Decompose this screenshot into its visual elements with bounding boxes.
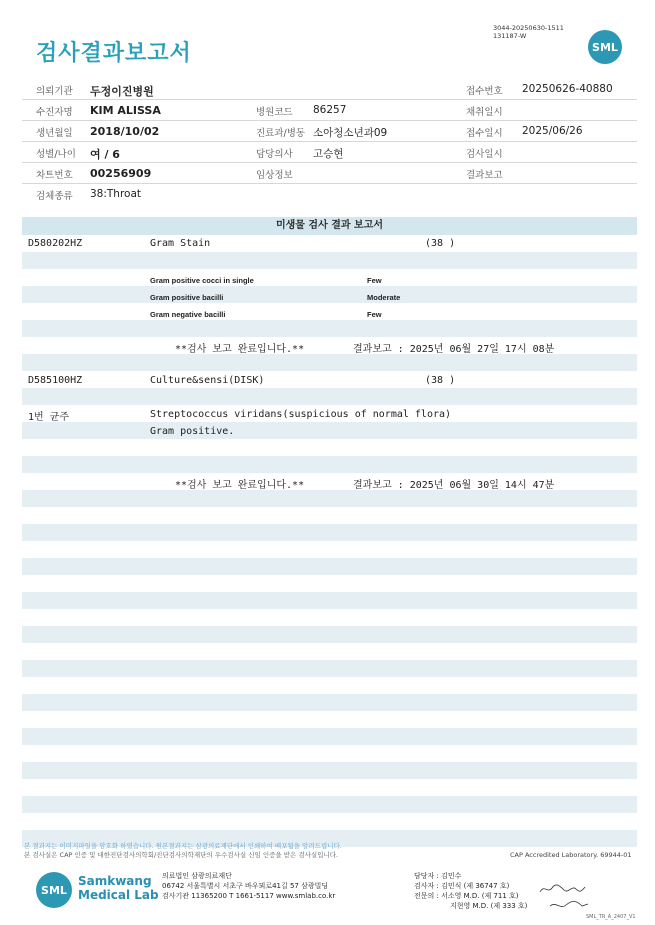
patient-label: 수진자명: [36, 107, 73, 118]
report-complete-2: **검사 보고 완료입니다.**: [175, 480, 305, 491]
gram-row-name: Gram positive bacilli: [150, 293, 224, 302]
page-title: 검사결과보고서: [36, 41, 192, 66]
chart-no-value: 00256909: [90, 167, 152, 180]
test1-name: Gram Stain: [150, 238, 211, 249]
doctor-label: 담당의사: [256, 149, 293, 160]
document-id-line1: 3044-20250630-1511: [493, 24, 564, 32]
isolate-note: Gram positive.: [150, 426, 235, 437]
patient-name: KIM ALISSA: [90, 104, 161, 117]
report-label: 결과보고: [466, 170, 503, 181]
info-row: [22, 121, 637, 142]
test1-code: D580202HZ: [28, 238, 83, 249]
footnote-line2: 본 검사실은 CAP 인증 및 대한진단검사의학회/진단검사의학재단의 우수검사실 신임 인증을 받은 검사실입니다.: [24, 851, 339, 859]
receipt-date-value: 2025/06/26: [522, 125, 583, 137]
info-row: [22, 142, 637, 163]
receipt-no-value: 20250626-40880: [522, 83, 613, 95]
clinical-label: 임상정보: [256, 170, 293, 181]
receipt-date-label: 접수일시: [466, 128, 503, 139]
form-code: SML_TR_A_2407_V1: [586, 914, 636, 920]
org-name: 의료법인 삼광의료재단: [162, 872, 232, 880]
birth-label: 생년월일: [36, 128, 73, 139]
patient-info-table: [22, 78, 637, 204]
info-row: [22, 78, 637, 100]
report-complete-1: **검사 보고 완료입니다.**: [175, 344, 305, 355]
test1-number: (38 ): [425, 238, 456, 249]
info-row: [22, 100, 637, 121]
collect-date-label: 채취일시: [466, 107, 503, 118]
hospital-code-label: 병원코드: [256, 107, 293, 118]
document-id-line2: 131187-W: [493, 32, 527, 40]
test2-name: Culture&sensi(DISK): [150, 375, 265, 386]
gram-row-result: Few: [367, 276, 382, 285]
document-id: [493, 24, 564, 40]
info-row: [22, 163, 637, 184]
signatories: [414, 871, 527, 911]
gram-row-result: Moderate: [367, 293, 401, 302]
report-body: [22, 235, 637, 847]
report-section-title: 미생물 검사 결과 보고서: [22, 217, 637, 235]
dept-value: 소아청소년과09: [313, 127, 388, 139]
isolate-name: Streptococcus viridans(suspicious of normal flora): [150, 409, 452, 420]
isolate-label: 1번 균주: [28, 412, 70, 423]
brand-line1: Samkwang: [78, 874, 152, 888]
gram-row-name: Gram positive cocci in single: [150, 276, 254, 285]
test-date-label: 검사일시: [466, 149, 503, 160]
birth-value: 2018/10/02: [90, 125, 160, 138]
sex-age-value: 여 / 6: [90, 148, 120, 161]
sex-age-label: 성별/나이: [36, 149, 76, 160]
institution-value: 두정이진병원: [90, 85, 154, 98]
receipt-no-label: 접수번호: [466, 86, 503, 97]
test2-code: D585100HZ: [28, 375, 83, 386]
report-time-2: 결과보고 : 2025년 06월 30일 14시 47분: [353, 480, 555, 491]
doctor-value: 고승현: [313, 148, 344, 160]
org-address: 06742 서울특별시 서초구 바우뫼로41길 57 삼광빌딩: [162, 882, 329, 890]
gram-row-name: Gram negative bacilli: [150, 310, 226, 319]
dept-label: 진료과/병동: [256, 128, 306, 139]
handwritten-signature: [538, 882, 586, 896]
signatory-specialist: 전문의 : 서소영 M.D. (제 711 호): [414, 892, 519, 900]
signatory-manager: 담당자 : 김민수: [414, 872, 462, 880]
signatory-tester: 검사자 : 김민식 (제 36747 호): [414, 882, 510, 890]
cap-accreditation: CAP Accredited Laboratory. 69944-01: [510, 851, 632, 859]
organization-info: [162, 871, 335, 901]
report-header-band: [22, 217, 637, 235]
institution-label: 의뢰기관: [36, 86, 73, 97]
handwritten-signature-2: [548, 898, 590, 912]
test2-number: (38 ): [425, 375, 456, 386]
org-contact: 검사기관 11365200 T 1661-5117 www.smlab.co.kr: [162, 892, 336, 900]
footnote: [24, 842, 342, 860]
info-row: [22, 184, 637, 204]
specimen-value: 38:Throat: [90, 188, 142, 200]
specimen-label: 검체종류: [36, 191, 73, 202]
chart-label: 차트번호: [36, 170, 73, 181]
footer-sml-logo: SML: [36, 872, 72, 908]
report-time-1: 결과보고 : 2025년 06월 27일 17시 08분: [353, 344, 555, 355]
footer-brand: [78, 874, 159, 902]
sml-logo: SML: [588, 30, 622, 64]
hospital-code-value: 86257: [313, 104, 347, 116]
gram-row-result: Few: [367, 310, 382, 319]
footnote-line1: 본 결과지는 이미지파일을 암호화 하였습니다. 원본결과지는 삼광의료재단에서 인쇄하여 배포됨을 알려드립니다.: [24, 842, 342, 850]
brand-line2: Medical Lab: [78, 888, 159, 902]
signatory-specialist2: 지현영 M.D. (제 333 호): [450, 902, 528, 910]
